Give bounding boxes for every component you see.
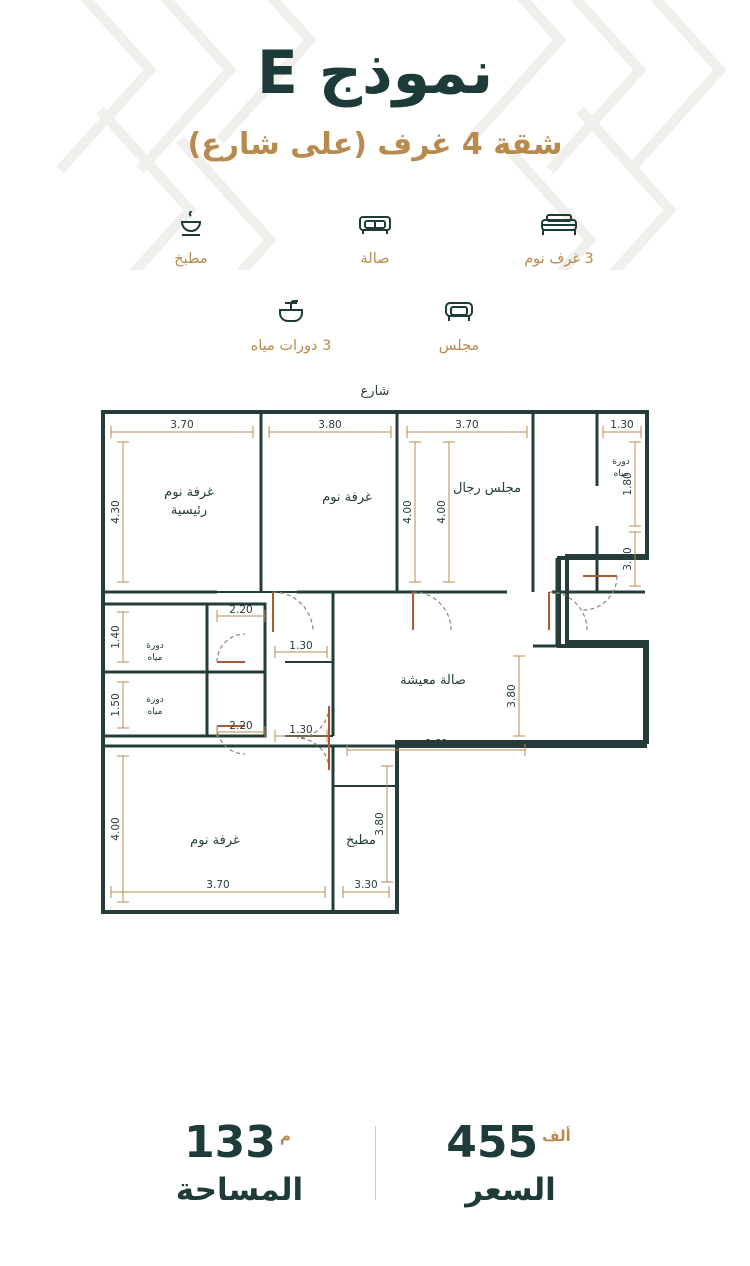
svg-text:3.70: 3.70 xyxy=(455,419,479,431)
stat-price xyxy=(376,1117,646,1208)
page-subtitle: شقة 4 غرف (على شارع) xyxy=(187,127,563,162)
svg-text:1.30: 1.30 xyxy=(610,419,634,431)
svg-text:غرفة نوم: غرفة نوم xyxy=(190,833,240,848)
svg-text:مياه: مياه xyxy=(147,653,163,663)
header xyxy=(0,0,750,162)
svg-text:3.80: 3.80 xyxy=(374,812,386,836)
price-unit: ألف xyxy=(542,1127,571,1145)
feature-kitchen xyxy=(125,208,257,267)
area-unit: م xyxy=(279,1127,291,1145)
svg-text:دورة: دورة xyxy=(146,641,164,651)
feature-sofa xyxy=(309,208,441,267)
feature-bathrooms xyxy=(225,295,357,354)
svg-text:مجلس رجال: مجلس رجال xyxy=(452,481,522,496)
feature-label: 3 غرف نوم xyxy=(524,251,594,267)
svg-text:غرفة نوم: غرفة نوم xyxy=(164,485,214,500)
svg-text:3.80: 3.80 xyxy=(506,684,518,708)
svg-text:4.00: 4.00 xyxy=(436,500,448,524)
svg-text:4.00: 4.00 xyxy=(110,817,122,841)
svg-text:1.30: 1.30 xyxy=(289,640,313,652)
floor-plan-section xyxy=(0,384,750,944)
svg-text:رئيسية: رئيسية xyxy=(170,503,208,518)
svg-text:3.30: 3.30 xyxy=(354,879,378,891)
svg-text:3.70: 3.70 xyxy=(170,419,194,431)
svg-text:2.20: 2.20 xyxy=(229,604,253,616)
svg-text:1.50: 1.50 xyxy=(110,693,122,717)
bed-icon xyxy=(493,208,625,242)
armchair-icon xyxy=(393,295,525,329)
svg-text:3.70: 3.70 xyxy=(206,879,230,891)
svg-text:3.00: 3.00 xyxy=(622,547,634,571)
svg-text:مياه: مياه xyxy=(147,707,163,717)
svg-text:3.80: 3.80 xyxy=(318,419,342,431)
street-label: شارع xyxy=(360,384,390,399)
feature-label: 3 دورات مياه xyxy=(250,338,332,354)
stat-area xyxy=(105,1117,375,1208)
svg-text:مطبخ: مطبخ xyxy=(346,833,376,848)
svg-text:2.20: 2.20 xyxy=(229,720,253,732)
feature-label: مطبخ xyxy=(174,251,208,267)
svg-text:مياه: مياه xyxy=(613,469,629,479)
svg-text:1.80: 1.80 xyxy=(622,472,634,496)
area-label: المساحة xyxy=(175,1172,304,1208)
svg-text:4.00: 4.00 xyxy=(402,500,414,524)
svg-text:دورة: دورة xyxy=(146,695,164,705)
page-title: نموذج E xyxy=(256,38,494,108)
svg-text:غرفة نوم: غرفة نوم xyxy=(322,490,372,505)
svg-text:دورة: دورة xyxy=(612,457,630,467)
svg-text:4.30: 4.30 xyxy=(110,500,122,524)
features-row-1 xyxy=(0,208,750,267)
svg-text:1.40: 1.40 xyxy=(110,625,122,649)
svg-text:6.60: 6.60 xyxy=(424,738,448,750)
sink-icon xyxy=(225,295,357,329)
svg-text:1.30: 1.30 xyxy=(289,724,313,736)
features-row-2 xyxy=(0,295,750,354)
feature-label: صالة xyxy=(360,251,390,267)
feature-label: مجلس xyxy=(438,338,480,354)
svg-text:صالة معيشة: صالة معيشة xyxy=(400,673,466,688)
feature-bed xyxy=(493,208,625,267)
footer-stats xyxy=(0,1117,750,1208)
kitchen-icon xyxy=(125,208,257,242)
floor-plan-drawing xyxy=(97,406,653,918)
feature-armchair xyxy=(393,295,525,354)
features-section xyxy=(0,208,750,354)
price-value: 455 xyxy=(446,1117,539,1168)
sofa-icon xyxy=(309,208,441,242)
area-value: 133 xyxy=(184,1117,276,1168)
price-label: السعر xyxy=(465,1172,556,1208)
